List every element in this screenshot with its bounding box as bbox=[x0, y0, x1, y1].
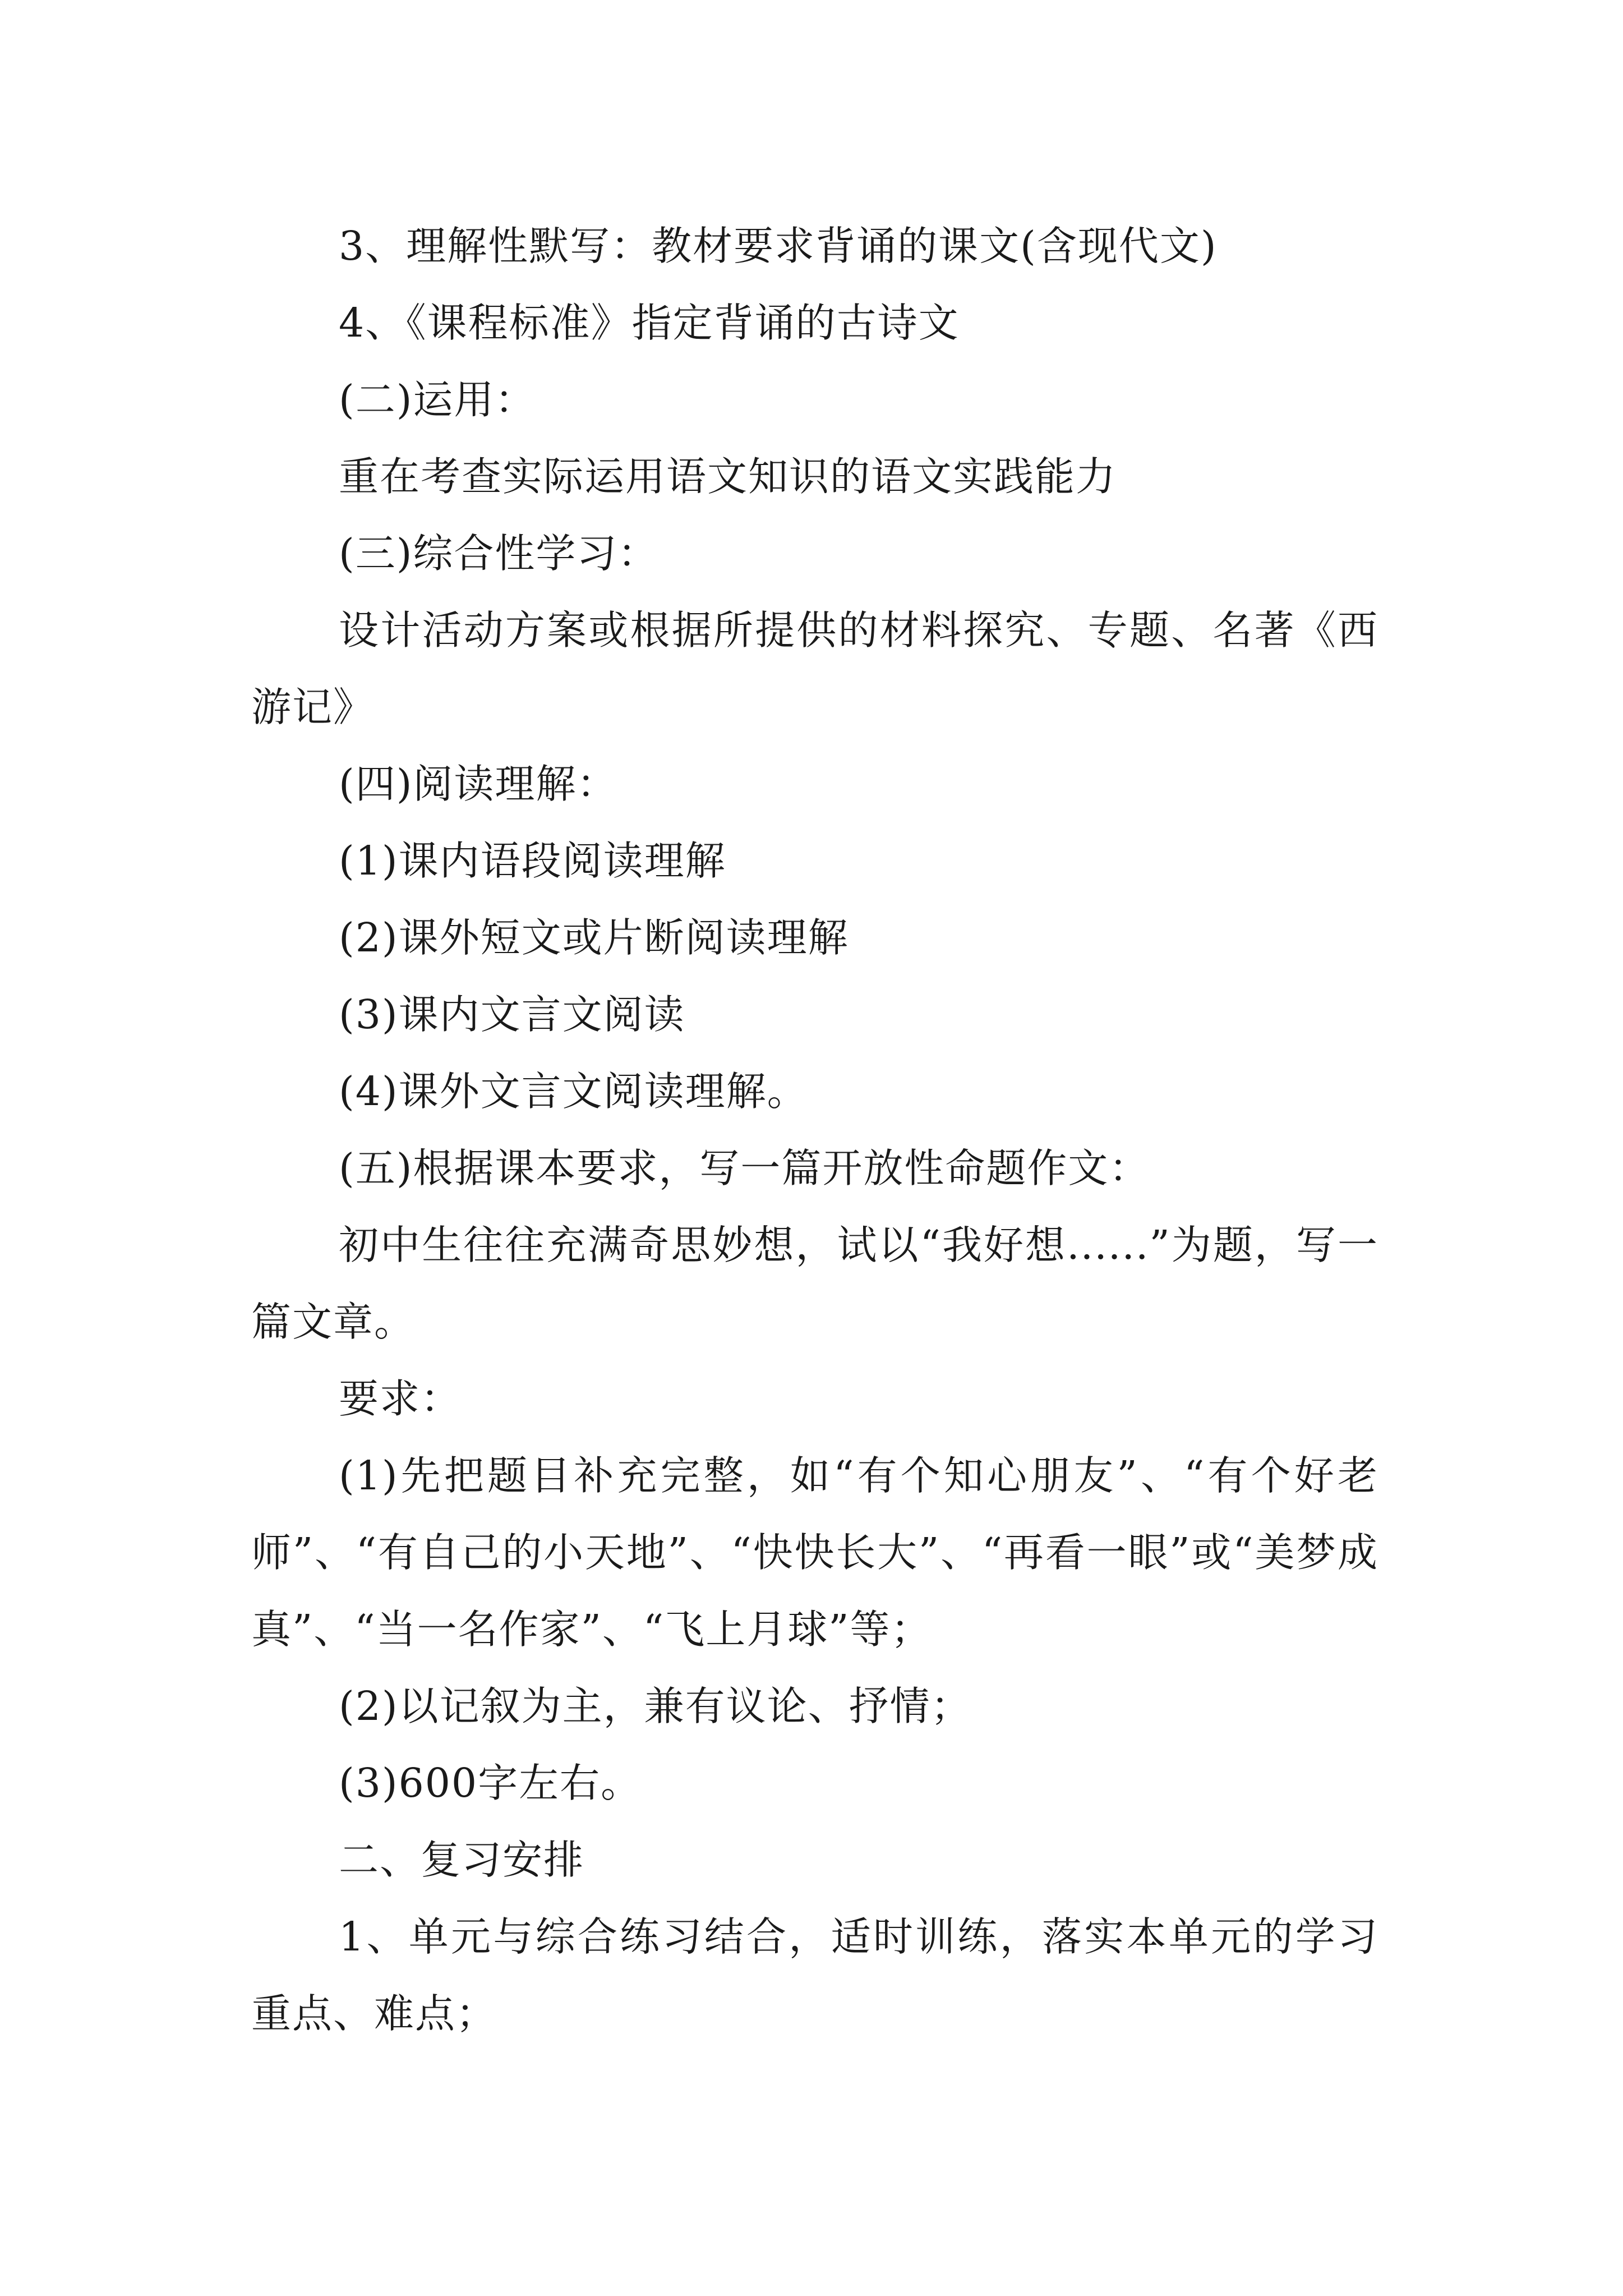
section-heading-composition: (五)根据课本要求，写一篇开放性命题作文： bbox=[339, 1145, 1150, 1191]
paragraph-requirements-label: 要求： bbox=[339, 1375, 462, 1422]
section-heading-application: (二)运用： bbox=[339, 376, 536, 423]
document-page bbox=[251, 208, 1378, 2052]
section-heading-review-plan: 二、复习安排 bbox=[339, 1837, 585, 1883]
section-heading-comprehensive-learning: (三)综合性学习： bbox=[339, 530, 659, 577]
paragraph-recitation-item-3: 3、理解性默写：教材要求背诵的课文(含现代文) bbox=[339, 223, 1218, 269]
section-heading-reading: (四)阅读理解： bbox=[339, 761, 618, 807]
paragraph-requirement-1: (1)先把题目补充完整，如“有个知心朋友”、“有个好老师”、“有自己的小天地”、“快快长大”、“再看一眼”或“美梦成真”、“当一名作家”、“飞上月球”等； bbox=[251, 1452, 1378, 1653]
paragraph-reading-item-1: (1)课内语段阅读理解 bbox=[339, 838, 726, 884]
paragraph-review-item-1: 1、单元与综合练习结合，适时训练，落实本单元的学习重点、难点； bbox=[251, 1913, 1378, 2037]
paragraph-application-detail: 重在考查实际运用语文知识的语文实践能力 bbox=[339, 453, 1117, 500]
paragraph-comprehensive-detail: 设计活动方案或根据所提供的材料探究、专题、名著《西游记》 bbox=[251, 607, 1378, 730]
paragraph-requirement-2: (2)以记叙为主，兼有议论、抒情； bbox=[339, 1683, 972, 1729]
paragraph-reading-item-3: (3)课内文言文阅读 bbox=[339, 991, 685, 1038]
paragraph-reading-item-2: (2)课外短文或片断阅读理解 bbox=[339, 914, 849, 961]
paragraph-reading-item-4: (4)课外文言文阅读理解。 bbox=[339, 1068, 808, 1115]
paragraph-recitation-item-4: 4、《课程标准》指定背诵的古诗文 bbox=[339, 300, 960, 346]
paragraph-requirement-3: (3)600字左右。 bbox=[339, 1760, 642, 1806]
paragraph-composition-prompt: 初中生往往充满奇思妙想，试以“我好想......”为题，写一篇文章。 bbox=[251, 1222, 1378, 1345]
